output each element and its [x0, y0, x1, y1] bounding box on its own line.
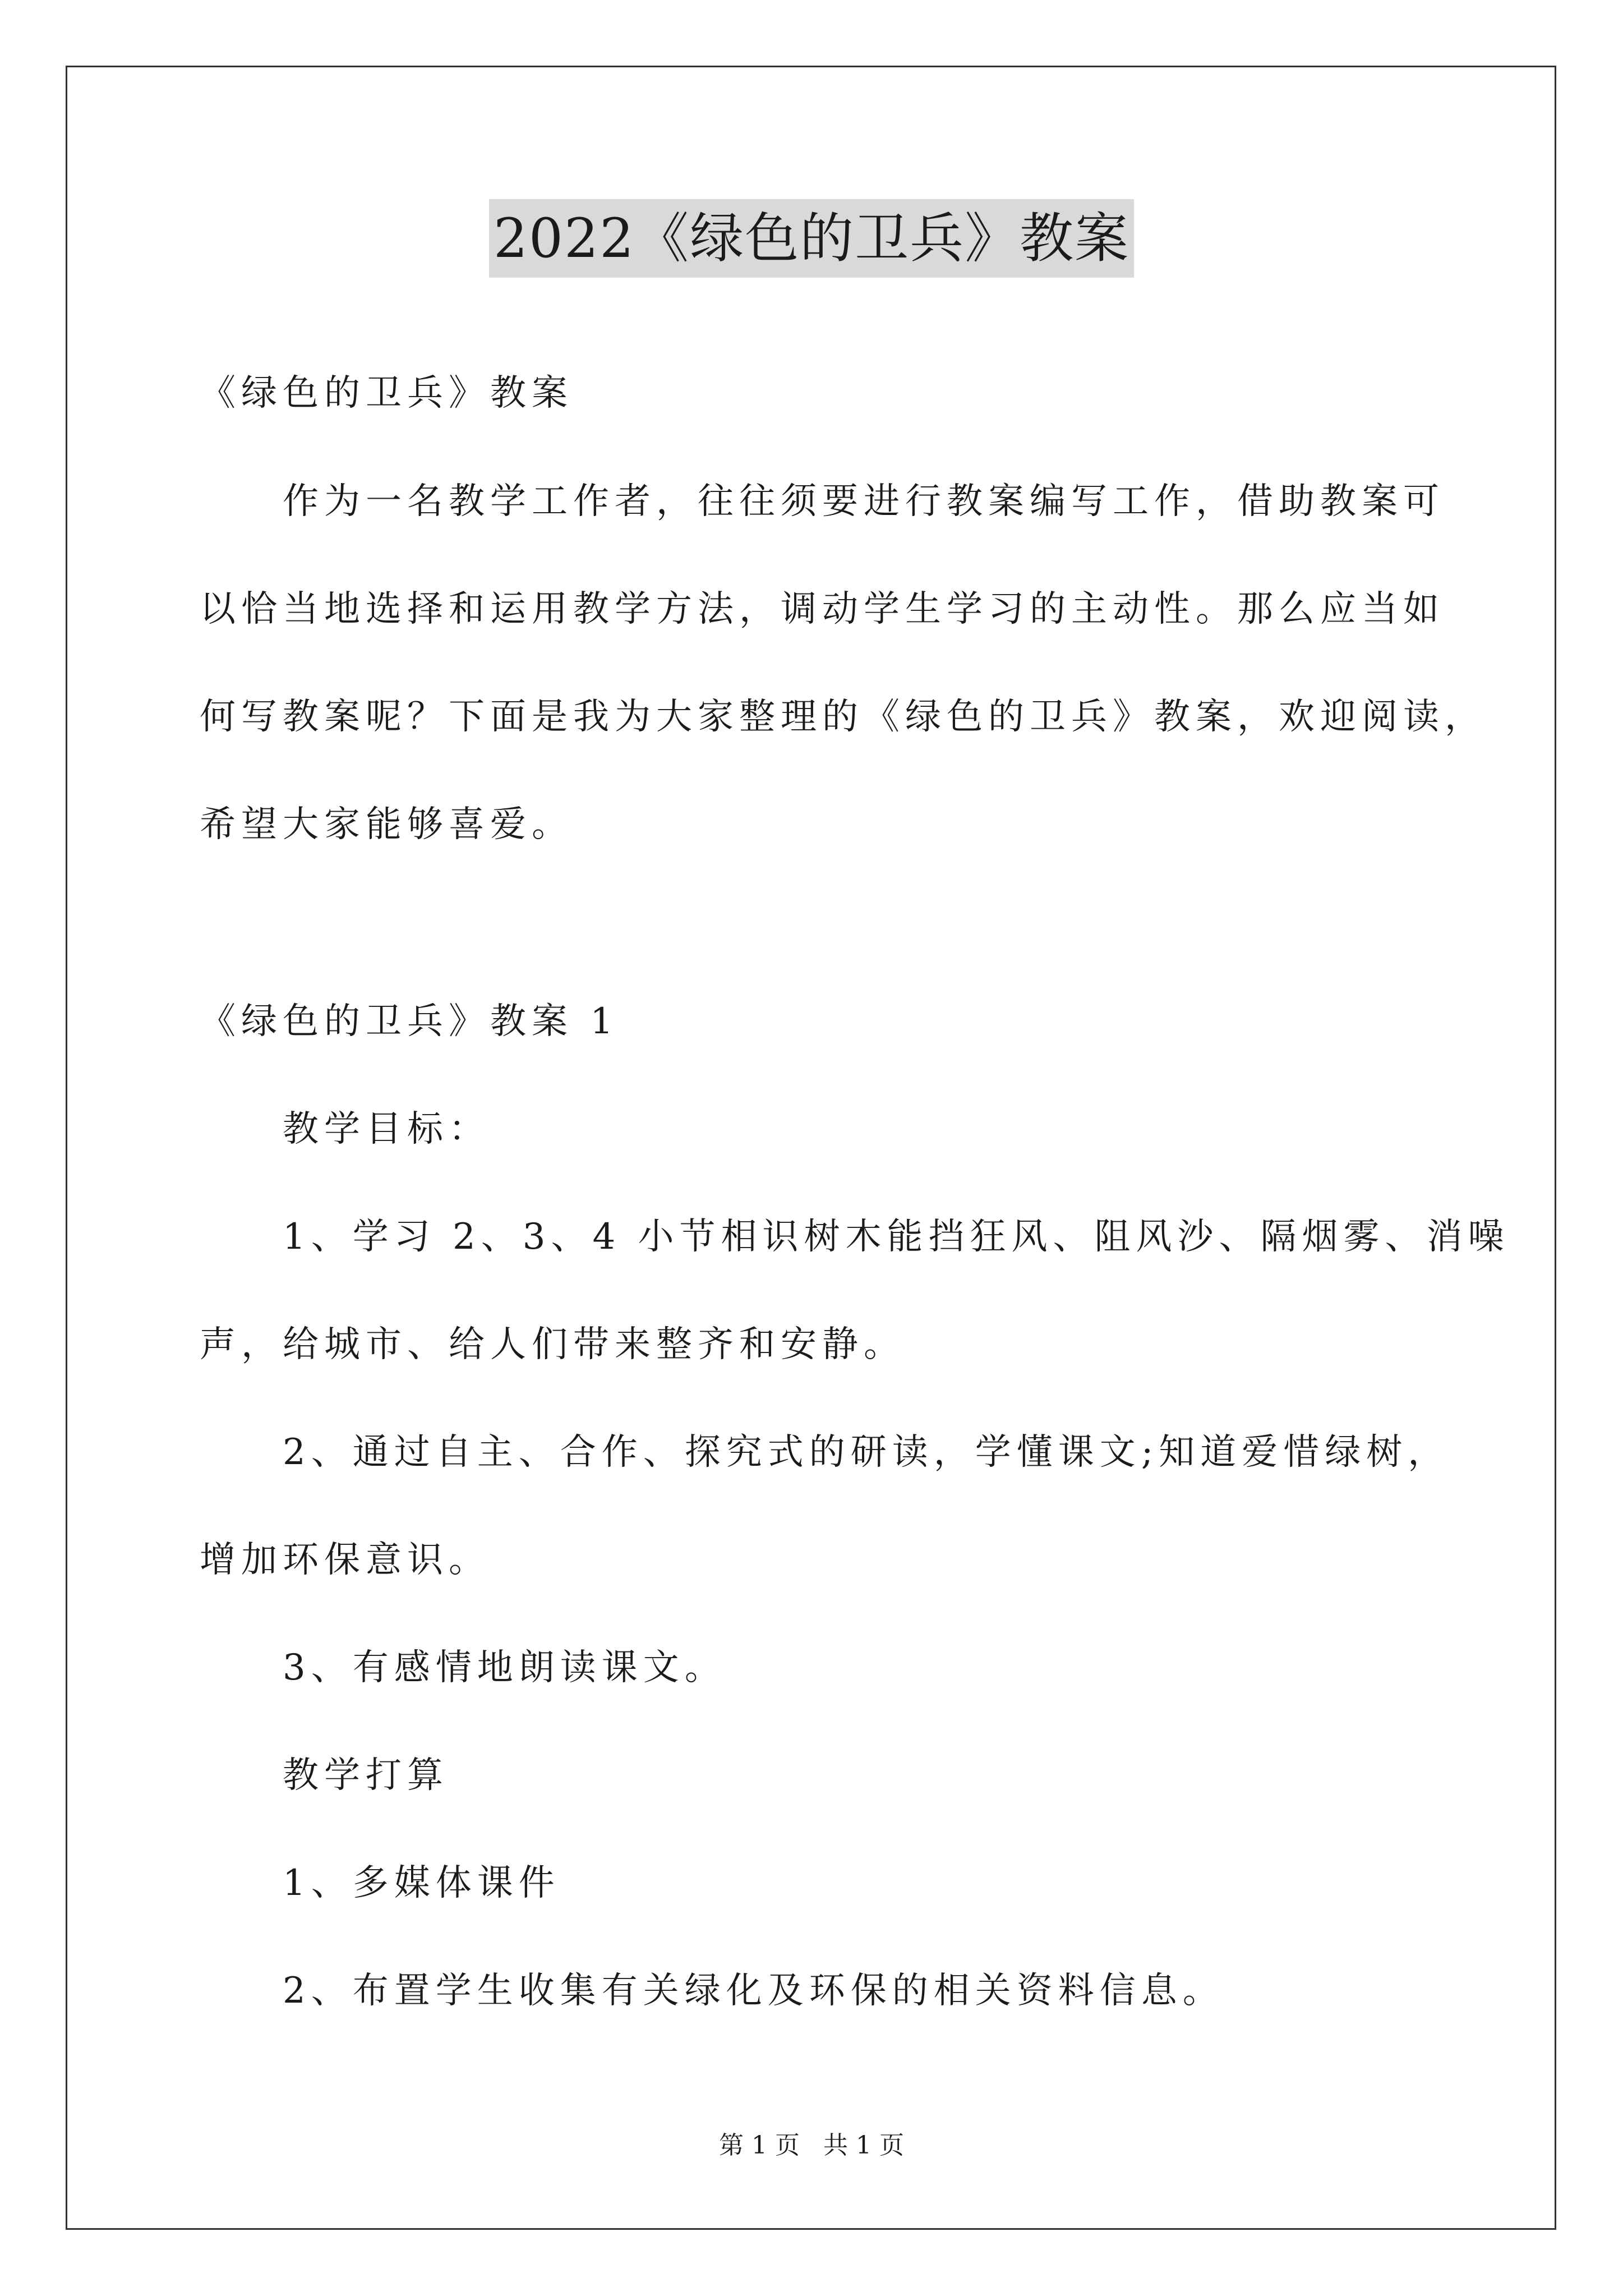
body-line-1: 教学目标： [283, 1108, 490, 1150]
intro-line-4: 希望大家能够喜爱。 [200, 804, 573, 845]
body-line-9: 2、布置学生收集有关绿化及环保的相关资料信息。 [283, 1970, 1224, 2012]
page-footer: 第 1 页 共 1 页 [719, 2131, 904, 2160]
intro-line-3: 何写教案呢？下面是我为大家整理的《绿色的卫兵》教案，欢迎阅读， [200, 696, 1486, 738]
body-line-7: 教学打算 [283, 1755, 449, 1796]
body-line-2: 1、学习 2、3、4 小节相识树木能挡狂风、阻风沙、隔烟雾、消噪 [283, 1216, 1510, 1258]
body-line-8: 1、多媒体课件 [283, 1862, 560, 1904]
body-line-4: 2、通过自主、合作、探究式的研读，学懂课文;知道爱惜绿树， [283, 1432, 1450, 1473]
document-title: 2022《绿色的卫兵》教案 [489, 199, 1134, 278]
title-container [0, 199, 1623, 278]
section-heading: 《绿色的卫兵》教案 1 [200, 1001, 619, 1042]
body-line-6: 3、有感情地朗读课文。 [283, 1647, 726, 1688]
document-subtitle: 《绿色的卫兵》教案 [200, 372, 573, 414]
intro-line-1: 作为一名教学工作者，往往须要进行教案编写工作，借助教案可 [283, 481, 1445, 522]
body-line-3: 声，给城市、给人们带来整齐和安静。 [200, 1324, 905, 1365]
body-line-5: 增加环保意识。 [200, 1539, 490, 1581]
intro-line-2: 以恰当地选择和运用教学方法，调动学生学习的主动性。那么应当如 [200, 588, 1445, 630]
